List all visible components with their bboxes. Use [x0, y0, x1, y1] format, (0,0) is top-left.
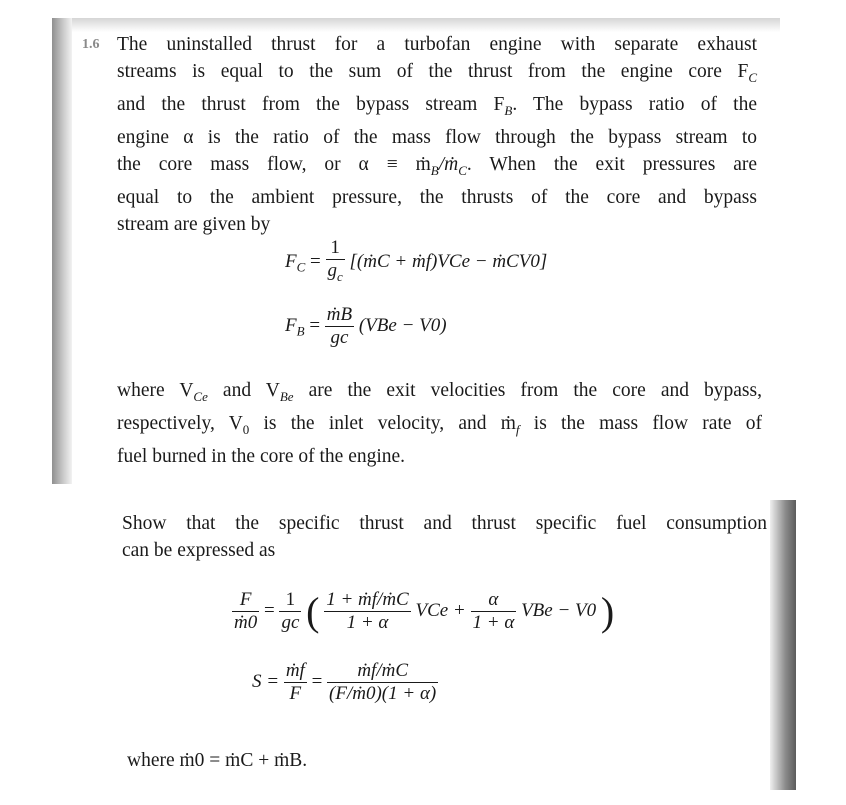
task-line-1: Show that the specific thrust and thrust specific fuel consumption	[122, 513, 767, 534]
fraction-one-over-gc-result: $\frac{1}{gc}$	[281, 589, 300, 633]
fraction-mb-over-gc: $\frac{\text{ṁB}}{gc}$	[326, 304, 353, 348]
intro-line-2: streams is equal to the sum of the thrust from the engine core $F_C$	[117, 61, 757, 85]
fraction-one-over-gc: $\frac{1}{g_c}$	[327, 237, 343, 284]
footer-line: where ṁ0 = ṁC + ṁB.	[127, 750, 308, 771]
intro-line-6: equal to the ambient pressure, the thrusts of the core and bypass	[117, 186, 757, 208]
intro-line-5: the core mass flow, or α ≡ ṁ$_B$/ṁ$_C$. When the exit pressures are	[117, 153, 758, 178]
fraction-f-over-m0: $\frac{F}{\text{ṁ0}}$	[234, 589, 258, 633]
intro-line-3: and the thrust from the bypass stream $F_B$. The bypass ratio of the	[117, 93, 757, 118]
equation-specific-thrust: $\frac{F}{\text{ṁ0}}$ = $\frac{1}{gc}$ ( $\frac{\text{1 + ṁf/ṁC}}{1 + \alpha}$ VCe + $\frac{\alpha}{1 + \alpha}$ VBe − V0 )	[234, 589, 615, 634]
task-line-2: can be expressed as	[122, 540, 276, 561]
fraction-tsfc-expanded: $\frac{\text{ṁf/ṁC}}{\text{(F/ṁ0)(1 + α)}}$	[329, 660, 437, 704]
equation-tsfc: S = $\frac{\text{ṁf}}{F}$ = $\frac{\text{ṁf/ṁC}}{\text{(F/ṁ0)(1 + α)}}$	[252, 660, 437, 704]
intro-line-7: stream are given by	[117, 213, 271, 235]
close-paren: )	[600, 589, 615, 634]
task-paragraph	[122, 510, 767, 564]
footer-definition	[127, 747, 527, 774]
definitions-paragraph	[117, 377, 762, 470]
definitions-line-1: where $V_{Ce}$ and $V_{Be}$ are the exit velocities from the core and bypass,	[117, 380, 762, 404]
problem-number: 1.6	[82, 37, 100, 52]
equation-bypass-thrust: $F_B$ = $\frac{\text{ṁB}}{gc}$ (VBe − V0)	[285, 304, 447, 348]
fraction-alpha: $\frac{\alpha}{1 + \alpha}$	[472, 589, 515, 633]
page-shadow-left	[52, 18, 72, 484]
page-shadow-right	[770, 500, 796, 790]
equation-core-thrust: $F_C$ = $\frac{1}{g_c}$ [(ṁC + ṁf)VCe − ṁCV0]	[285, 237, 547, 288]
open-paren: (	[306, 589, 320, 634]
fraction-mf-over-f: $\frac{\text{ṁf}}{F}$	[285, 660, 305, 704]
intro-paragraph	[117, 31, 757, 238]
intro-line-4: engine α is the ratio of the mass flow through the bypass stream to	[117, 126, 757, 148]
page-shadow-top	[60, 18, 780, 32]
definitions-line-3: fuel burned in the core of the engine.	[117, 445, 406, 467]
definitions-line-2: respectively, $V_0$ is the inlet velocity, and ṁ$_f$ is the mass flow rate of	[117, 412, 762, 437]
intro-line-1: The uninstalled thrust for a turbofan engine with separate exhaust	[117, 34, 757, 55]
fraction-fuel-ratio: $\frac{\text{1 + ṁf/ṁC}}{1 + \alpha}$	[326, 589, 409, 633]
